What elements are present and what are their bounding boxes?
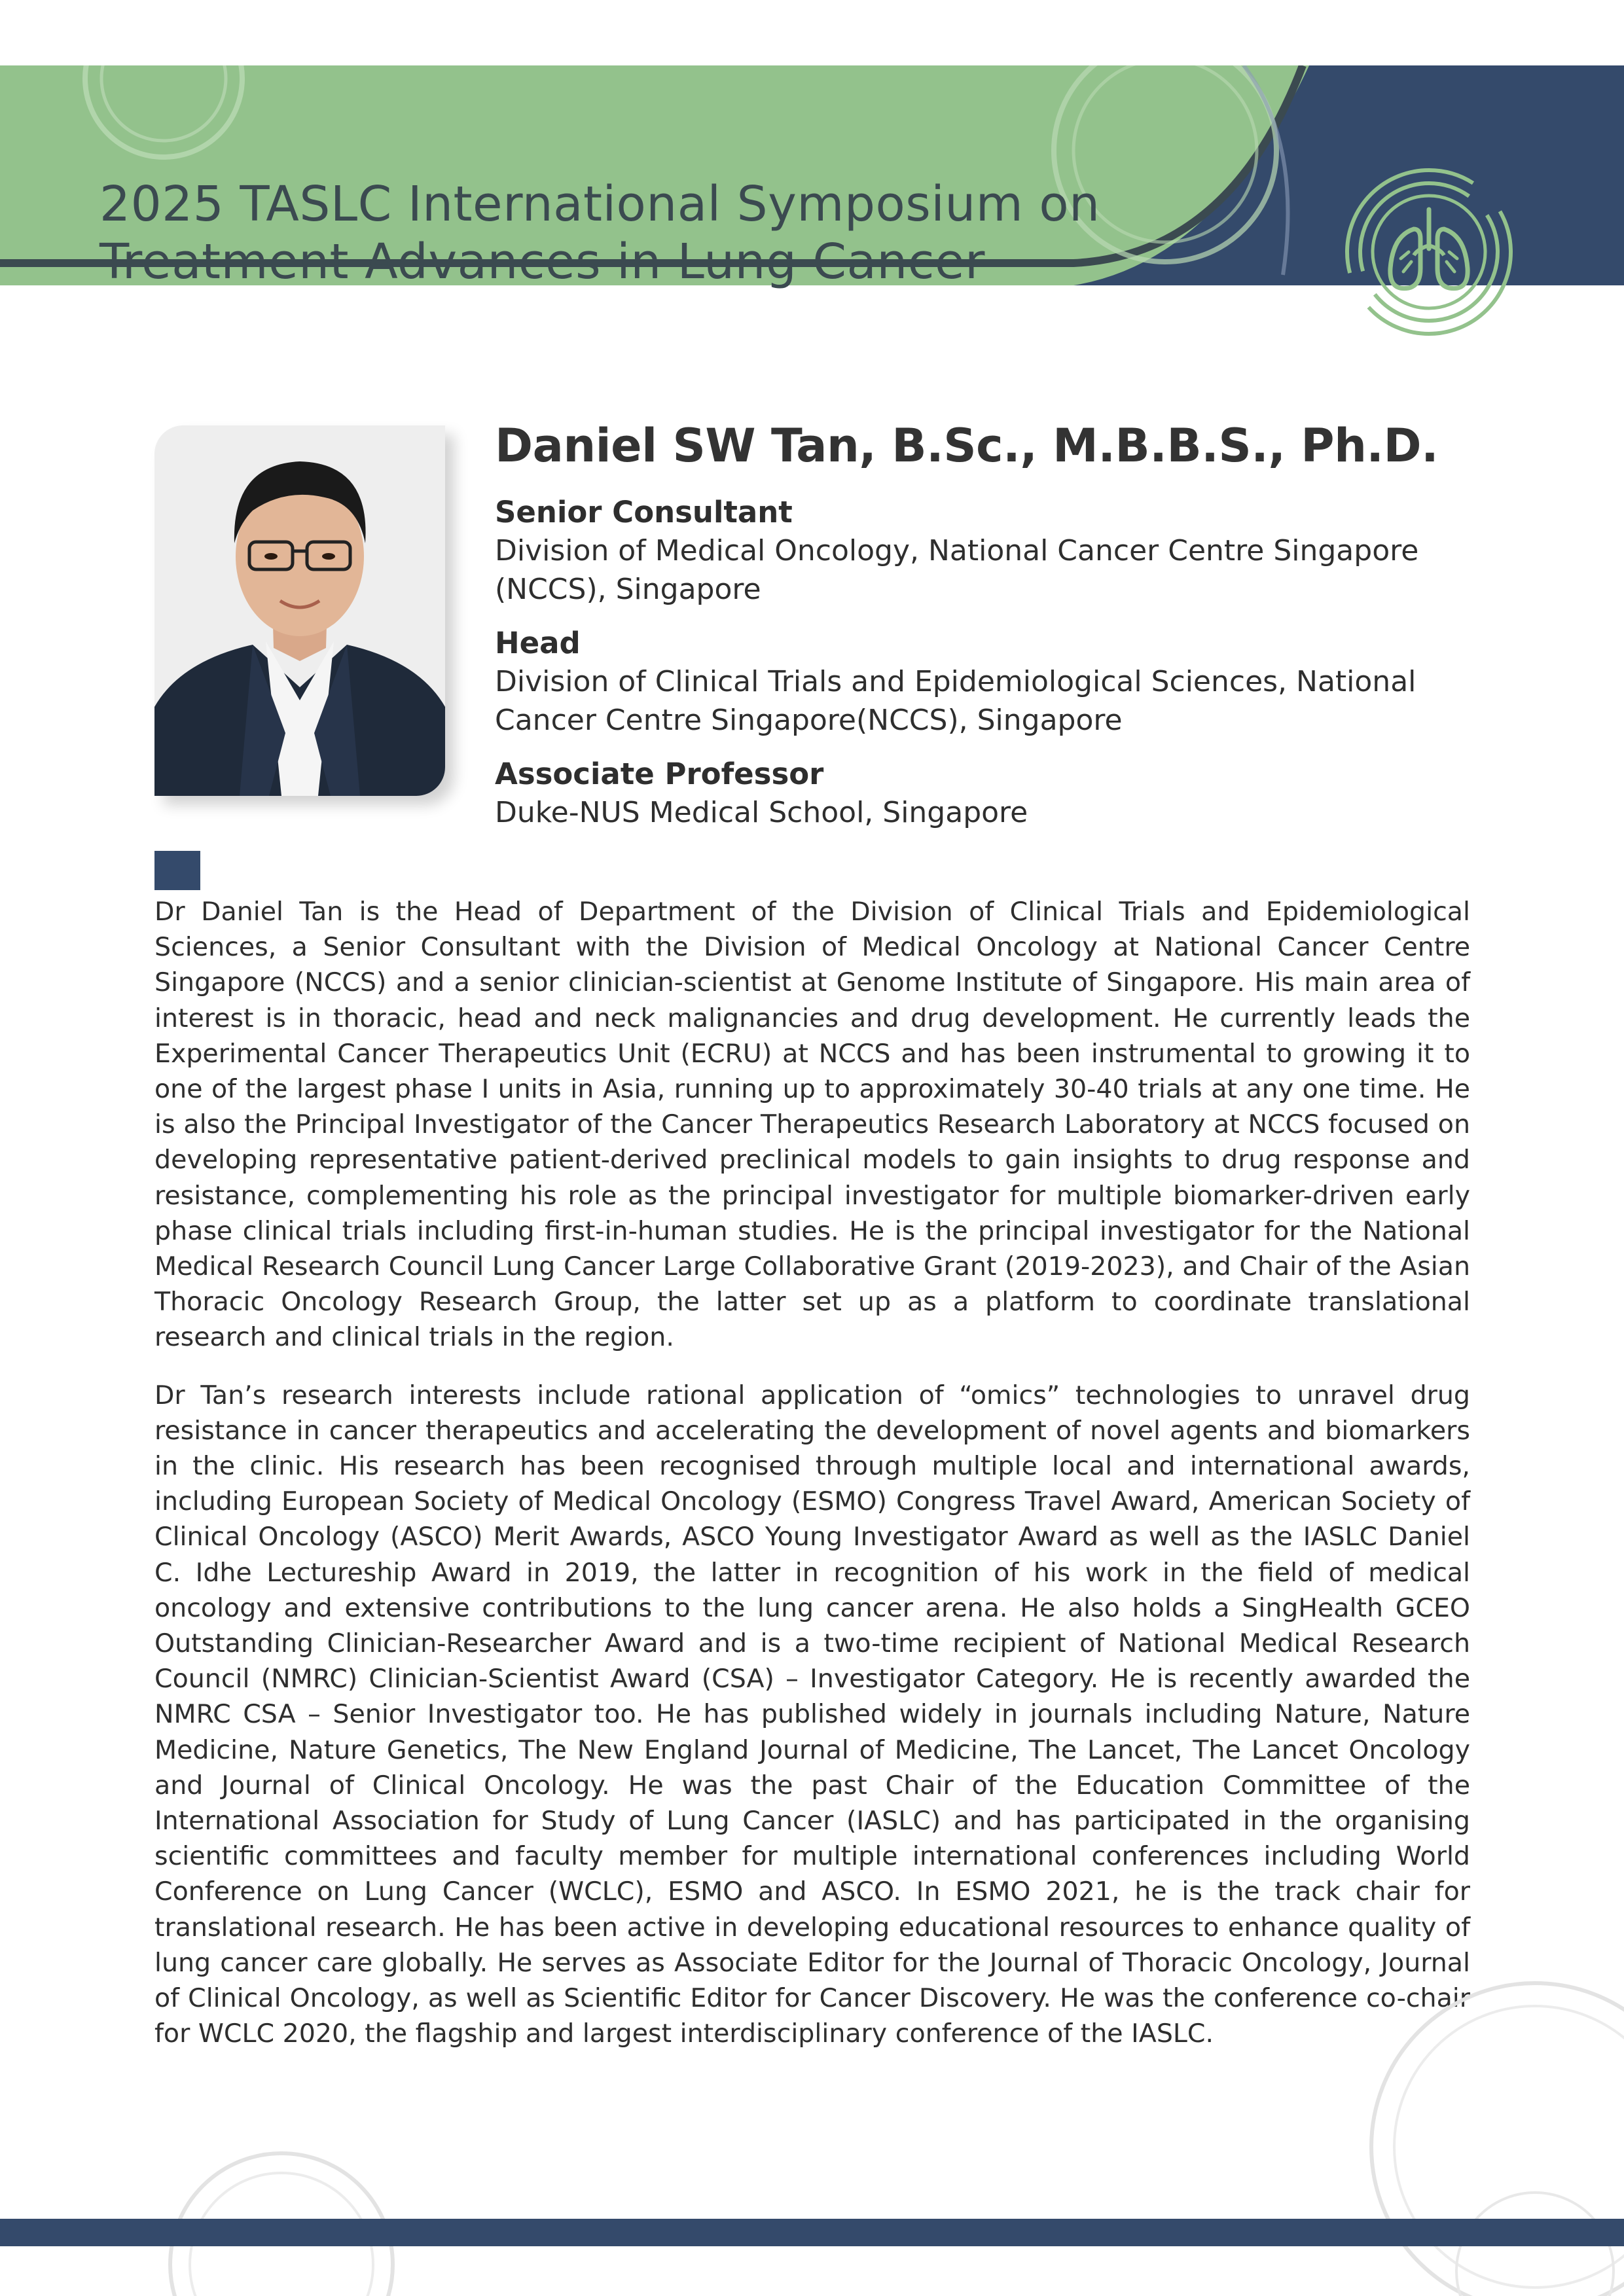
role-organization: Division of Clinical Trials and Epidemiological Sciences, National Cancer Centre Singapore(NCCS), Singapore <box>495 665 1416 737</box>
speaker-portrait <box>154 425 445 796</box>
role-title: Associate Professor <box>495 757 824 791</box>
bio-paragraph: Dr Tan’s research interests include rational application of “omics” technologies to unravel drug resistance in cancer therapeutics and accelerating the development of novel agents and biomarkers in the clinic. His research has been recognised through multiple local and international awards, including European Society of Medical Oncology (ESMO) Congress Travel Award, American Society of Clinical Oncology (ASCO) Merit Awards, ASCO Young Investigator Award as well as the IASLC Daniel C. Idhe Lectureship Award in 2019, the latter in recognition of his work in the field of medical oncology and extensive contributions to the lung cancer arena. He also holds a SingHealth GCEO Outstanding Clinician-Researcher Award and is a two-time recipient of National Medical Research Council (NMRC) Clinician-Scientist Award (CSA) – Investigator Category. He is recently awarded the NMRC CSA – Senior Investigator too. He has published widely in journals including Nature, Nature Medicine, Nature Genetics, The New England Journal of Medicine, The Lancet, The Lancet Oncology and Journal of Clinical Oncology. He was the past Chair of the Education Committee of the International Association for Study of Lung Cancer (IASLC) and has participated in the organising scientific committees and faculty member for multiple international conferences including World Conference on Lung Cancer (WCLC), ESMO and ASCO. In ESMO 2021, he is the track chair for translational research. He has been active in developing educational resources to enhance quality of lung cancer care globally. He serves as Associate Editor for the Journal of Thoracic Oncology, Journal of Clinical Oncology, as well as Scientific Editor for Cancer Discovery. He was the conference co-chair for WCLC 2020, the flagship and largest interdisciplinary conference of the IASLC. <box>154 1380 1470 2049</box>
role-item <box>495 755 1470 832</box>
speaker-name: Daniel SW Tan, B.Sc., M.B.B.S., Ph.D. <box>495 419 1439 473</box>
role-item <box>495 624 1470 740</box>
role-item <box>495 493 1470 609</box>
speaker-photo <box>154 425 445 796</box>
role-title: Senior Consultant <box>495 495 793 529</box>
bio-paragraph: Dr Daniel Tan is the Head of Department of the Division of Clinical Trials and Epidemiological Sciences, a Senior Consultant with the Division of Medical Oncology at National Cancer Centre Singapore (NCCS) and a senior clinician-scientist at Genome Institute of Singapore. His main area of interest is in thoracic, head and neck malignancies and drug development. He currently leads the Experimental Cancer Therapeutics Unit (ECRU) at NCCS and has been instrumental to growing it to one of the largest phase I units in Asia, running up to approximately 30-40 trials at any one time. He is also the Principal Investigator of the Cancer Therapeutics Research Laboratory at NCCS focused on developing representative patient-derived preclinical models to gain insights to drug response and resistance, complementing his role as the principal investigator for multiple biomarker-driven early phase clinical trials including first-in-human studies. He is the principal investigator for the National Medical Research Council Lung Cancer Large Collaborative Grant (2019-2023), and Chair of the Asian Thoracic Oncology Research Group, the latter set up as a platform to coordinate translational research and clinical trials in the region. <box>154 897 1470 1353</box>
footer-bar <box>0 2219 1624 2246</box>
lungs-icon <box>1341 164 1517 340</box>
title-line-1: 2025 TASLC International Symposium on <box>99 176 1100 232</box>
speaker-roles <box>495 493 1470 848</box>
section-marker <box>154 851 200 890</box>
symposium-title <box>99 175 1212 291</box>
biography <box>154 894 1470 2074</box>
title-line-2: Treatment Advances in Lung Cancer <box>99 234 985 290</box>
role-organization: Division of Medical Oncology, National Cancer Centre Singapore (NCCS), Singapore <box>495 534 1419 606</box>
header-banner <box>0 65 1624 290</box>
role-organization: Duke-NUS Medical School, Singapore <box>495 796 1028 829</box>
role-title: Head <box>495 626 581 660</box>
